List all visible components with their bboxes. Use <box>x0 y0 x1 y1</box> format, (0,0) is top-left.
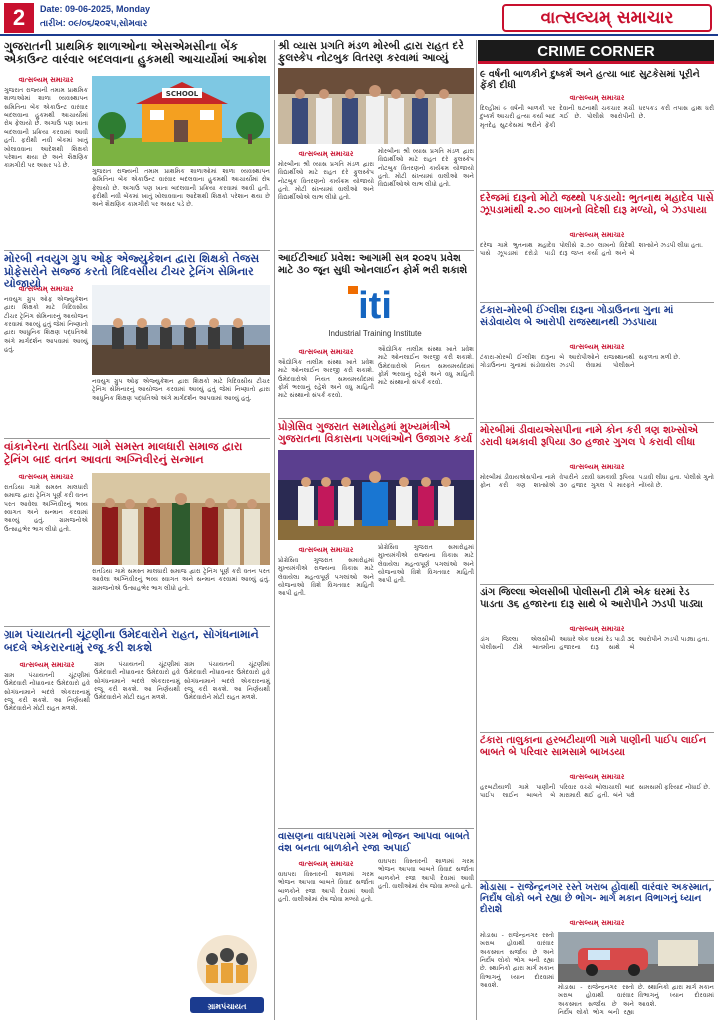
headline: વાસણના વાઘપરામાં ગરમ ભોજન આપવા બાબતે વંશ બનતા બાળકોને રજા અપાઈ <box>278 831 470 854</box>
article-body-col <box>278 858 374 1021</box>
crime-article-2 <box>480 193 714 302</box>
accident-photo <box>558 932 714 982</box>
agniveer-photo <box>92 473 270 565</box>
headline: દરેજમાં દારૂનો મોટો જથ્થો પકડાયો: ભુતનાથ મહાદેવ પાસે ઝૂપડામાંથી ૨.૭૦ લાખનો વિદેશી દારૂ મળ્યો, બે ઝડપાયા <box>480 193 714 216</box>
article-body-col <box>378 544 474 824</box>
article-body: ઔદ્યોગિક તાલીમ સંસ્થા ખાતે પ્રવેશ માટે ઓનલાઈન અરજી કરી શકાશે. ઉમેદવારોએ નિયત સમયમર્યાદામાં ફોર્મ ભરવાનું રહેશે અને વધુ માહિતી માટે સંસ્થાનો સંપર્ક કરવો. <box>378 346 474 387</box>
bureau-line: વાત્સલ્યમ્ સમાચાર <box>569 231 625 239</box>
article-body: ઔદ્યોગિક તાલીમ સંસ્થા ખાતે પ્રવેશ માટે ઓનલાઈન અરજી કરી શકાશે. ઉમેદવારોએ નિયત સમયમર્યાદામાં ફોર્મ ભરવાનું રહેશે અને વધુ માહિતી માટે સંસ્થાનો સંપર્ક કરવો. <box>278 359 374 400</box>
gram-panchayat-illustration <box>184 925 270 1019</box>
article-body: ગુજરાત રાજ્યની તમામ પ્રાથમિક શાળાઓમાં શાળા વ્યવસ્થાપન સમિતિના બેંક એકાઉન્ટ વારંવાર બદલવાના હુકમથી આચાર્યોમાં રોષ ફેલાયો છે. અગાઉ પણ ખાતા બદલવાની પ્રક્રિયા કરવામાં આવી હતી. ફરીથી નવી બેંકમાં ખાતું ખોલાવવાના આદેશથી શિક્ષકો પરેશાન થયા છે અને શૈક્ષણિક કામગીરી પર અસર પડે છે. <box>4 87 88 170</box>
bureau-line: વાત્સલ્યમ્ સમાચાર <box>18 285 74 293</box>
divider <box>480 190 714 191</box>
divider <box>278 418 474 419</box>
article-body: મોરબીમાં ડીવાયએસપીના નામે ફોન કરી ત્રણ શખ્સોએ વેપારીને ડરાવી ધમકાવી રૂપિયા ૩૦ હજાર ગુગલ પે મારફતે પડાવી લીધા હતા. પોલીસે ગુનો નોંધ્યો છે. <box>480 474 714 490</box>
school-sign: SCHOOL <box>165 90 199 98</box>
article-body: ટંકારા-મોરબી ઈંગ્લીશ દારૂના ગોડાઉનના ગુનામાં સંડોવાયેલ બે આરોપીઓને રાજસ્થાનથી ઝડપી લેવામાં પોલીસને સફળતા મળી છે. <box>480 354 681 370</box>
bureau-line: વાત્સલ્યમ્ સમાચાર <box>569 343 625 351</box>
article-body-col <box>278 148 374 249</box>
article-progressive-gujarat <box>278 421 474 447</box>
article-body: પ્રોગ્રેસિવ ગુજરાત સમારોહમાં મુખ્યમંત્રીએ રાજ્યના વિકાસ માટે લેવાયેલા મહત્વપૂર્ણ પગલાંઓ અને યોજનાઓ વિશે વિગતવાર માહિતી આપી હતી. <box>378 544 474 585</box>
article-body-col <box>378 858 474 1018</box>
article-notebook <box>278 40 474 66</box>
gram-panchayat-badge: ગ્રામપંચાયત <box>207 1002 247 1011</box>
article-body-col <box>278 544 374 827</box>
article-body: નવયુગ ગ્રુપ ઓફ એજ્યુકેશન દ્વારા શિક્ષકો માટે ત્રિદિવસીય ટીચર ટ્રેનિંગ સેમિનારનું આયોજન કરવામાં આવ્યું હતું જેમાં નિષ્ણાતો દ્વારા આધુનિક શિક્ષણ પદ્ધતિઓ અંગે માર્ગદર્શન આપવામાં આવ્યું હતું. <box>4 296 88 354</box>
article-agniveer <box>4 441 270 469</box>
crime-article-1 <box>480 70 714 191</box>
headline: ૯ વર્ષની બાળકીને દુષ્કર્મ અને હત્યા બાદ સુટકેસમાં પૂરીને ફેંકી દીધી <box>480 69 700 91</box>
article-vaghpara <box>278 831 474 855</box>
crime-article-7 <box>480 883 714 930</box>
article-body: ગ્રામ પંચાયતની ચૂંટણીમાં ઉમેદવારી નોંધાવનાર ઉમેદવારો હવે સોગંધનામાને બદલે એકરારનામું રજૂ કરી શકશે. આ નિર્ણયથી ઉમેદવારોને મોટી રાહત મળશે. <box>4 672 90 713</box>
bureau-line: વાત્સલ્યમ્ સમાચાર <box>298 860 354 868</box>
headline: વાંકાનેરના રાતડિયા ગામે સમસ્ત માલધારી સમાજ દ્વારા ટ્રેનિંગ બાદ વતન આવતા અગ્નિવીરનું સન્માન <box>4 440 243 466</box>
headline: ગુજરાતની પ્રાથમિક શાળાઓના એસએમસીના બેંક એકાઉન્ટ વારંવાર બદલવાના હુકમથી આચાર્યોમાં આક્રોશ <box>4 39 267 67</box>
article-body: ગ્રામ પંચાયતની ચૂંટણીમાં ઉમેદવારી નોંધાવનાર ઉમેદવારો હવે સોગંધનામાને બદલે એકરારનામું રજૂ કરી શકશે. આ નિર્ણયથી ઉમેદવારોને મોટી રાહત મળશે. <box>94 661 180 702</box>
article-body: વાઘપરા વિસ્તારની શાળામાં ગરમ ભોજન આપવા બાબતે વિવાદ સર્જાતા બાળકોને રજા આપી દેવામાં આવી હતી. વાલીઓમાં રોષ જોવા મળ્યો હતો. <box>378 858 474 891</box>
cm-event-photo <box>278 450 474 540</box>
headline: આઈટીઆઈ પ્રવેશ: આગામી સત્ર ૨૦૨૫ પ્રવેશ માટે ૩૦ જૂન સુધી ઓનલાઈન ફોર્મ ભરી શકાશે <box>278 253 468 276</box>
article-body: દરેજ ગામે ભુતનાથ મહાદેવ પાસે ઝૂપડામાં દરોડો પાડી પોલીસે ૨.૭૦ લાખનો વિદેશી દારૂ જપ્ત કર્યો હતો અને બે શખ્સોને ઝડપી લીધા હતા. <box>480 242 703 258</box>
divider <box>4 438 270 439</box>
article-panchayat <box>4 629 270 657</box>
article-body: ગુજરાત રાજ્યની તમામ પ્રાથમિક શાળાઓમાં શાળા વ્યવસ્થાપન સમિતિના બેંક એકાઉન્ટ વારંવાર બદલવાના હુકમથી આચાર્યોમાં રોષ ફેલાયો છે. અગાઉ પણ ખાતા બદલવાની પ્રક્રિયા કરવામાં આવી હતી. ફરીથી નવી બેંકમાં ખાતું ખોલાવવાના આદેશથી શિક્ષકો પરેશાન થયા છે અને શૈક્ષણિક કામગીરી પર અસર પડે છે. <box>92 168 270 209</box>
divider <box>278 828 474 829</box>
iti-caption: Industrial Training Institute <box>328 329 422 338</box>
headline: મોડાસા - રાજેન્દ્રનગર રસ્તે ખરાબ હોવાથી વારંવાર અકસ્માત, નિર્દોષ લોકો બને રહ્યા છે ભોગ- માર્ગ મકાન વિભાગનું ધ્યાન દોરાશે <box>480 882 712 915</box>
notebook-event-photo <box>278 68 474 144</box>
headline: ટંકારા તાલુકાના હરબટીયાળી ગામે પાણીની પાઈપ લાઈન બાબતે બે પરિવાર સામસામે બાખડયા <box>480 735 707 758</box>
article-body: હરબટીયાળી ગામે પાણીની પાઈપ લાઈન બાબતે બે પરિવાર વચ્ચે બોલાચાલી બાદ મારામારી થઈ હતી. બંને પક્ષે સામસામી ફરિયાદ નોંધાઈ છે. <box>480 784 711 800</box>
article-body-cont <box>92 568 270 624</box>
brand-logo: વાત્સલ્યમ્ સમાચાર <box>502 4 712 32</box>
crime-corner-banner: CRIME CORNER <box>478 40 714 64</box>
divider <box>480 302 714 303</box>
article-body-cont <box>92 378 270 436</box>
article-body: મોડાસા - રાજેન્દ્રનગર રસ્તો ખરાબ હોવાથી વારંવાર અકસ્માત સર્જાય છે અને નિર્દોષ લોકો ભોગ બની રહ્યા છે. સ્થાનિકો દ્વારા માર્ગ મકાન વિભાગનું ધ્યાન દોરવામાં આવશે. <box>558 984 714 1017</box>
article-body: પ્રોગ્રેસિવ ગુજરાત સમારોહમાં મુખ્યમંત્રીએ રાજ્યના વિકાસ માટે લેવાયેલા મહત્વપૂર્ણ પગલાંઓ અને યોજનાઓ વિશે વિગતવાર માહિતી આપી હતી. <box>278 557 374 598</box>
date-english: Date: 09-06-2025, Monday <box>40 4 151 14</box>
school-illustration <box>92 76 270 166</box>
bureau-line: વાત્સલ્યમ્ સમાચાર <box>569 94 625 102</box>
article-body: વાઘપરા વિસ્તારની શાળામાં ગરમ ભોજન આપવા બાબતે વિવાદ સર્જાતા બાળકોને રજા આપી દેવામાં આવી હતી. વાલીઓમાં રોષ જોવા મળ્યો હતો. <box>278 871 374 904</box>
article-body: નવયુગ ગ્રુપ ઓફ એજ્યુકેશન દ્વારા શિક્ષકો માટે ત્રિદિવસીય ટીચર ટ્રેનિંગ સેમિનારનું આયોજન કરવામાં આવ્યું હતું જેમાં નિષ્ણાતો દ્વારા આધુનિક શિક્ષણ પદ્ધતિઓ અંગે માર્ગદર્શન આપવામાં આવ્યું હતું. <box>92 378 270 402</box>
article-body-cont <box>92 168 270 246</box>
headline: ડાંગ જિલ્લા એલસીબી પોલીસની ટીમે એક ઘરમાં રેડ પાડતા ૩૬ હજારના દારૂ સાથે બે આરોપીને ઝડપી પાડ્યા <box>480 587 703 610</box>
bureau-line: વાત્સલ્યમ્ સમાચાર <box>298 546 354 554</box>
article-body-col <box>378 148 474 246</box>
headline: મોરબીમાં ડીવાયએસપીના નામે કોન કરી ત્રણ શખ્સોએ ડરાવી ધમકાવી રૂપિયા ૩૦ હજાર ગુગલ પે કરાવી લીધા <box>480 425 698 448</box>
column-rule <box>476 40 477 1020</box>
bureau-line: વાત્સલ્યમ્ સમાચાર <box>19 661 75 669</box>
bureau-line: વાત્સલ્યમ્ સમાચાર <box>569 625 625 633</box>
headline: પ્રોગ્રેસિવ ગુજરાત સમારોહમાં મુખ્યમંત્રીએ ગુજરાતના વિકાસના પગલાંઓને ઉજાગર કર્યા <box>278 421 473 446</box>
bureau-line: વાત્સલ્યમ્ સમાચાર <box>18 76 74 84</box>
date-gujarati: તારીખ: ૦૯/૦૬/૨૦૨૫,સોમવાર <box>40 18 148 28</box>
article-body: રાતડિયા ગામે સમસ્ત માલધારી સમાજ દ્વારા ટ્રેનિંગ પૂર્ણ કરી વતન પરત આવેલા અગ્નિવીરનું ભવ્ય સ્વાગત અને સન્માન કરવામાં આવ્યું હતું. ગ્રામજનોએ ઉત્સાહભેર ભાગ લીધો હતો. <box>92 568 270 592</box>
article-body-col <box>278 346 374 417</box>
article-body-col <box>94 661 180 1019</box>
article-body-col <box>378 346 474 414</box>
crime-article-3 <box>480 305 714 422</box>
article-body: મોરબીના શ્રી વ્યાસ પ્રગતિ મંડળ દ્વારા વિદ્યાર્થીઓ માટે રાહત દરે ફુલસ્કેપ નોટબુક વિતરણનો કાર્યક્રમ યોજાયો હતો. મોટી સંખ્યામાં વાલીઓ અને વિદ્યાર્થીઓએ લાભ લીધો હતો. <box>378 148 474 189</box>
crime-article-4 <box>480 425 714 584</box>
article-body-col <box>4 659 90 1032</box>
divider <box>4 626 270 627</box>
article-body-col <box>4 74 88 177</box>
article-body-cont <box>558 984 714 1018</box>
article-body: ગ્રામ પંચાયતની ચૂંટણીમાં ઉમેદવારી નોંધાવનાર ઉમેદવારો હવે સોગંધનામાને બદલે એકરારનામું રજૂ કરી શકશે. આ નિર્ણયથી ઉમેદવારોને મોટી રાહત મળશે. <box>184 661 270 702</box>
divider <box>480 732 714 733</box>
headline: ગ્રામ પંચાયતની ચૂંટણીના ઉમેદવારોને રાહત, સોગંધનામાને બદલે એકરારનામું રજૂ કરી શકશે <box>4 628 259 654</box>
bureau-line: વાત્સલ્યમ્ સમાચાર <box>569 773 625 781</box>
headline: ટંકારા-મોરબી ઈંગ્લીશ દારૂના ગોડાઉનના ગુના માં સંડોવાયેલ બે આરોપી રાજસ્થાનથી ઝડપાયા <box>480 305 674 328</box>
article-body-col <box>4 283 88 446</box>
article-body: મોડાસા - રાજેન્દ્રનગર રસ્તો ખરાબ હોવાથી વારંવાર અકસ્માત સર્જાય છે અને નિર્દોષ લોકો ભોગ બની રહ્યા છે. સ્થાનિકો દ્વારા માર્ગ મકાન વિભાગનું ધ્યાન દોરવામાં આવશે. <box>480 932 554 990</box>
article-body-col <box>184 661 270 921</box>
article-body: ડાંગ જિલ્લા એલસીબી પોલીસની ટીમે બાતમીના આધારે એક ઘરમાં રેડ પાડી ૩૬ હજારના દારૂ સાથે બે આરોપીને ઝડપી પાડ્યા હતા. <box>480 636 710 652</box>
article-body: મોરબીના શ્રી વ્યાસ પ્રગતિ મંડળ દ્વારા વિદ્યાર્થીઓ માટે રાહત દરે ફુલસ્કેપ નોટબુક વિતરણનો કાર્યક્રમ યોજાયો હતો. મોટી સંખ્યામાં વાલીઓ અને વિદ્યાર્થીઓએ લાભ લીધો હતો. <box>278 161 374 202</box>
article-iti <box>278 253 474 277</box>
divider <box>4 250 270 251</box>
article-body: દિલ્હીમાં ૯ વર્ષની બાળકી પર દુષ્કર્મ આચરી હત્યા કર્યા બાદ મૃતદેહ સુટકેસમાં ભરીને ફેંકી દેવાની ઘટનાથી ચકચાર મચી ગઈ છે. પોલીસે આરોપીની ધરપકડ કરી તપાસ હાથ ધરી છે. <box>480 105 714 129</box>
bureau-line: વાત્સલ્યમ્ સમાચાર <box>569 463 625 471</box>
iti-logo <box>300 280 450 342</box>
bureau-line: વાત્સલ્યમ્ સમાચાર <box>298 348 354 356</box>
bureau-line: વાત્સલ્યમ્ સમાચાર <box>18 473 74 481</box>
seminar-photo <box>92 285 270 375</box>
iti-logo-text: iti <box>358 285 392 327</box>
article-smc-bank <box>4 40 270 70</box>
divider <box>278 250 474 251</box>
masthead <box>0 0 718 36</box>
bureau-line: વાત્સલ્યમ્ સમાચાર <box>298 150 354 158</box>
article-body: રાતડિયા ગામે સમસ્ત માલધારી સમાજ દ્વારા ટ્રેનિંગ પૂર્ણ કરી વતન પરત આવેલા અગ્નિવીરનું ભવ્ય સ્વાગત અને સન્માન કરવામાં આવ્યું હતું. ગ્રામજનોએ ઉત્સાહભેર ભાગ લીધો હતો. <box>4 484 88 533</box>
bureau-line: વાત્સલ્યમ્ સમાચાર <box>569 919 625 927</box>
article-body-col <box>480 932 554 1018</box>
divider <box>480 422 714 423</box>
article-body-col <box>4 471 88 634</box>
crime-article-6 <box>480 735 714 880</box>
divider <box>480 584 714 585</box>
column-rule <box>274 40 275 1020</box>
headline: શ્રી વ્યાસ પ્રગતિ મંડળ મોરબી દ્વારા રાહત દરે ફુલસ્કેપ નોટબુક વિતરણ કરવામાં આવ્યું <box>278 40 464 65</box>
page-number: 2 <box>4 3 34 33</box>
headline: મોરબી નવયુગ ગ્રુપ ઓફ એજ્યુકેશન દ્વારા શિક્ષકો તેજસ પ્રોફેસરોને સજ્જ કરતો ત્રિદિવસીય ટીચર ટ્રેનિંગ સેમિનાર યોજાયો <box>4 252 260 291</box>
crime-article-5 <box>480 587 714 732</box>
divider <box>480 880 714 881</box>
